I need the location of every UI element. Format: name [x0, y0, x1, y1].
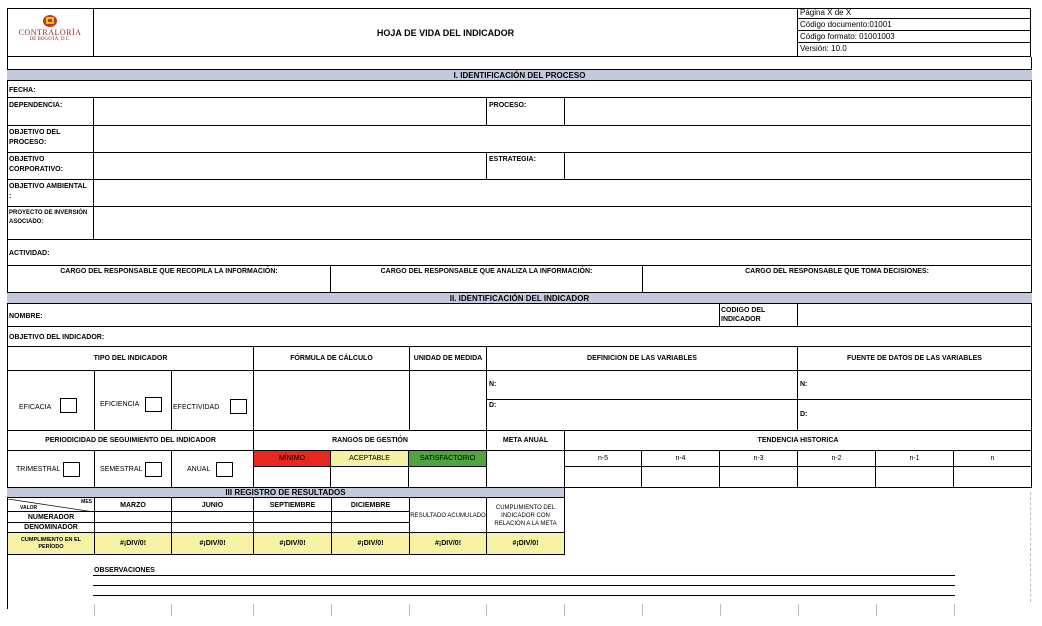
codigo-label: CODIGO DEL INDICADOR [721, 307, 766, 323]
cargo-decide-label: CARGO DEL RESPONSABLE QUE TOMA DECISIONES: [745, 268, 929, 275]
proceso-label: PROCESO: [489, 102, 527, 109]
eficiencia-checkbox[interactable] [145, 397, 162, 412]
fuente-n-label: N: [800, 381, 808, 388]
vline [564, 487, 565, 554]
meta-line: Versión: 10.0 [800, 44, 847, 53]
codigo-field[interactable] [798, 305, 1031, 326]
month-header: MARZO [120, 501, 146, 509]
rango-minimo-field[interactable] [254, 467, 331, 487]
logo [10, 14, 90, 48]
tick [720, 604, 721, 616]
tendencia-header: TENDENCIA HISTORICA [757, 437, 839, 444]
valor-label: VALOR [20, 505, 38, 511]
objetivo-corporativo-label: OBJETIVO CORPORATIVO: [9, 156, 63, 173]
month-header: SEPTIEMBRE [269, 501, 316, 509]
tendencia-col: n [990, 455, 995, 462]
rule [7, 554, 565, 555]
meta-line: Código documento:01001 [798, 19, 1031, 31]
estrategia-label: ESTRATEGIA: [489, 156, 536, 163]
bottom-ticks [0, 604, 1042, 618]
section-3-title: III REGISTRO DE RESULTADOS [7, 488, 564, 498]
observaciones-label: OBSERVACIONES [94, 567, 155, 574]
rule [7, 326, 1032, 327]
objetivo-proceso-label: OBJETIVO DEL PROCESO: [9, 129, 61, 146]
tick [564, 604, 565, 616]
fuente-d-label: D: [800, 411, 808, 418]
tick [798, 604, 799, 616]
objetivo-ambiental-field[interactable] [94, 180, 1031, 206]
tendencia-value-field[interactable] [876, 467, 954, 487]
nombre-label: NOMBRE: [9, 313, 43, 320]
vline [486, 152, 487, 179]
anual-label: ANUAL [187, 466, 211, 473]
meta-line: Página X de X [798, 8, 1031, 19]
eficacia-checkbox[interactable] [60, 398, 77, 413]
tendencia-col: n-1 [876, 451, 954, 466]
month-header: JUNIO [201, 501, 224, 509]
mes-label: MES [81, 499, 92, 505]
tick [171, 604, 172, 616]
efectividad-label: EFECTIVIDAD [173, 404, 220, 411]
tick [486, 604, 487, 616]
definicion-n-label: N: [489, 381, 497, 388]
observaciones-line[interactable] [93, 575, 955, 576]
tendencia-col: n-4 [642, 451, 720, 466]
cargo-analiza-label: CARGO DEL RESPONSABLE QUE ANALIZA LA INFORMACIÓN: [380, 268, 593, 275]
vline [171, 450, 172, 487]
formula-header: FÓRMULA DE CÁLCULO [290, 355, 373, 362]
section-2-title: II. IDENTIFICACIÓN DEL INDICADOR [7, 292, 1032, 304]
resultado-header: RESULTADO ACUMULADO [410, 512, 486, 519]
tendencia-col: n-3 [720, 451, 798, 466]
vline [486, 97, 487, 125]
logo-text: CONTRALORÍA [18, 28, 82, 37]
logo-subtext: DE BOGOTÁ, D.C. [29, 37, 71, 42]
numerador-label: NUMERADOR [27, 513, 75, 521]
definicion-header: DEFINICION DE LAS VARIABLES [587, 355, 697, 362]
objetivo-proceso-field[interactable] [94, 126, 1031, 152]
vline [171, 370, 172, 430]
crest-icon [40, 14, 60, 28]
fecha-label: FECHA: [9, 87, 36, 94]
vline [719, 304, 720, 326]
rule [486, 399, 1032, 400]
observaciones-line[interactable] [93, 585, 955, 586]
rangos-header: RANGOS DE GESTIÓN [332, 437, 408, 444]
div-cell: #¡DIV/0! [410, 533, 486, 554]
tick [954, 604, 955, 616]
rango-minimo: MÍNIMO [254, 451, 331, 466]
tendencia-col: n-5 [565, 451, 642, 466]
tendencia-value-field[interactable] [798, 467, 876, 487]
div-cell: #¡DIV/0! [332, 533, 409, 554]
vline [94, 450, 95, 487]
proyecto-label: PROYECTO DE INVERSIÓN ASOCIADO: [9, 210, 88, 225]
tick [642, 604, 643, 616]
page-title: HOJA DE VIDA DEL INDICADOR [376, 27, 515, 38]
observaciones-line[interactable] [93, 595, 955, 596]
objetivo-corporativo-field[interactable] [94, 153, 486, 179]
meta-field[interactable] [487, 451, 564, 487]
header-meta [798, 8, 1031, 57]
eficacia-label: EFICACIA [19, 404, 52, 411]
proceso-field[interactable] [565, 98, 1031, 125]
tendencia-value-field[interactable] [565, 467, 642, 487]
div-cell: #¡DIV/0! [95, 533, 171, 554]
right-dashes [1030, 492, 1034, 602]
tick [876, 604, 877, 616]
unidad-header: UNIDAD DE MEDIDA [413, 355, 483, 362]
cumplimiento-meta-header: CUMPLIMIENTO DEL INDICADOR CON RELACION A LA META [494, 504, 557, 527]
meta-header: META ANUAL [502, 437, 549, 444]
semestral-label: SEMESTRAL [100, 466, 143, 473]
frame-right [1031, 57, 1032, 487]
rule [7, 239, 1032, 240]
periodicidad-header: PERIODICIDAD DE SEGUIMIENTO DEL INDICADOR [45, 437, 216, 444]
estrategia-field[interactable] [565, 153, 1031, 179]
div-cell: #¡DIV/0! [172, 533, 253, 554]
denominador-label: DENOMINADOR [24, 524, 78, 531]
tendencia-col: n-2 [798, 451, 876, 466]
formula-field[interactable] [254, 371, 409, 430]
div-cell: #¡DIV/0! [487, 533, 564, 554]
tick [409, 604, 410, 616]
actividad-label: ACTIVIDAD: [9, 250, 50, 257]
rango-satisfactorio: SATISFACTORIO [409, 451, 486, 466]
tendencia-value-field[interactable] [720, 467, 798, 487]
trimestral-label: TRIMESTRAL [16, 466, 61, 473]
dependencia-field[interactable] [94, 98, 486, 125]
meta-line: Código formato: 01001003 [798, 31, 1031, 43]
div-cell: #¡DIV/0! [254, 533, 331, 554]
tendencia-value-field[interactable] [642, 467, 720, 487]
tendencia-value-field[interactable] [954, 467, 1031, 487]
tick [253, 604, 254, 616]
objetivo-indicador-label: OBJETIVO DEL INDICADOR: [9, 334, 105, 341]
rule [7, 370, 1032, 371]
tick [94, 604, 95, 616]
efectividad-checkbox[interactable] [230, 399, 247, 414]
rango-satisfactorio-field[interactable] [409, 467, 486, 487]
semestral-checkbox[interactable] [145, 462, 162, 477]
rango-aceptable-field[interactable] [331, 467, 409, 487]
tick [331, 604, 332, 616]
proyecto-field[interactable] [94, 207, 1031, 239]
rango-aceptable: ACEPTABLE [331, 451, 409, 466]
nombre-field[interactable] [60, 305, 718, 326]
eficiencia-label: EFICIENCIA [100, 401, 140, 408]
cumplimiento-periodo-label: CUMPLIMIENTO EN EL PERÍODO [8, 533, 94, 554]
cargo-recopila-label: CARGO DEL RESPONSABLE QUE RECOPILA LA INFORMACIÓN: [60, 268, 278, 275]
dependencia-label: DEPENDENCIA: [9, 102, 63, 109]
definicion-d-label: D: [489, 402, 497, 409]
fuente-header: FUENTE DE DATOS DE LAS VARIABLES [847, 355, 982, 362]
month-header: DICIEMBRE [350, 501, 391, 509]
objetivo-ambiental-label: OBJETIVO AMBIENTAL : [9, 183, 87, 200]
section-1-title: I. IDENTIFICACIÓN DEL PROCESO [7, 70, 1032, 81]
trimestral-checkbox[interactable] [63, 462, 80, 477]
anual-checkbox[interactable] [216, 462, 233, 477]
vline [94, 370, 95, 430]
unidad-field[interactable] [410, 371, 486, 430]
tipo-header: TIPO DEL INDICADOR [93, 355, 168, 362]
